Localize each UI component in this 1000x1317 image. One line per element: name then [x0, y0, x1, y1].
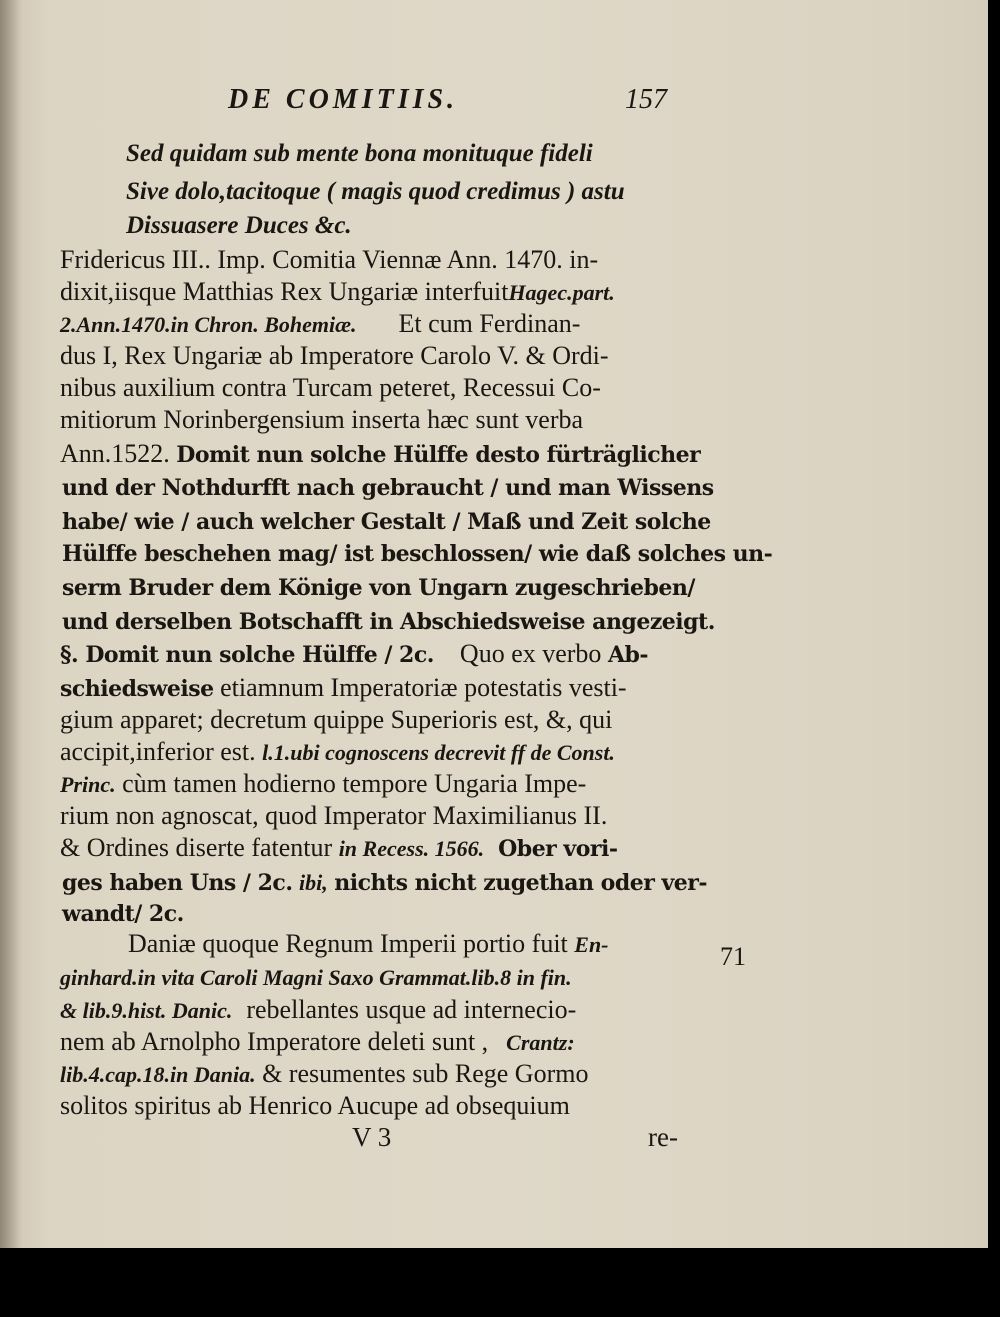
- text-line-14: [60, 672, 627, 705]
- citation: in Recess. 1566.: [338, 836, 485, 861]
- german-quote: Ober vori-: [498, 836, 618, 862]
- text-line-21: wandt/ 2c.: [62, 901, 184, 927]
- text-segment: dixit,iisque Matthias Rex Ungariæ interfuit: [60, 277, 509, 306]
- text-line-13: [60, 638, 648, 671]
- citation: Hagec.part.: [508, 280, 615, 305]
- citation: Princ.: [60, 772, 116, 797]
- text-segment: accipit,inferior est.: [60, 737, 256, 766]
- citation: En-: [574, 932, 609, 957]
- text-line-18: rium non agnoscat, quod Imperator Maximilianus II.: [60, 801, 608, 830]
- text-line-11: serm Bruder dem Könige von Ungarn zugeschrieben/: [62, 575, 695, 601]
- text-segment: rebellantes usque ad internecio-: [246, 995, 577, 1024]
- text-line-7: [60, 438, 700, 471]
- text-line-4: dus I, Rex Ungariæ ab Imperatore Carolo V. & Ordi-: [60, 341, 609, 370]
- margin-note: 71: [720, 942, 746, 971]
- text-line-2: [60, 276, 615, 309]
- signature-mark: V 3: [352, 1122, 392, 1152]
- text-line-24: [60, 994, 576, 1027]
- text-segment: Daniæ quoque Regnum Imperii portio fuit: [128, 929, 568, 958]
- text-line-20: [62, 866, 707, 899]
- german-quote: nichts nicht zugethan oder ver-: [334, 870, 707, 896]
- verse-line-2: Sive dolo,tacitoque ( magis quod credimus ) astu: [126, 178, 625, 205]
- text-line-25: [60, 1026, 575, 1059]
- text-segment: Et cum Ferdinan-: [398, 309, 581, 338]
- text-line-5: nibus auxilium contra Turcam peteret, Recessui Co-: [60, 373, 601, 402]
- text-line-9: habe/ wie / auch welcher Gestalt / Maß und Zeit solche: [62, 509, 711, 535]
- text-segment: cùm tamen hodierno tempore Ungaria Impe-: [122, 769, 587, 798]
- catchword: re-: [648, 1122, 678, 1152]
- citation: lib.4.cap.18.in Dania.: [60, 1062, 256, 1087]
- citation: ibi,: [299, 870, 328, 895]
- german-quote: ges haben Uns / 2c.: [62, 870, 293, 896]
- citation: 2.Ann.1470.in Chron. Bohemiæ.: [60, 312, 357, 337]
- text-line-6: mitiorum Norinbergensium inserta hæc sunt verba: [60, 405, 584, 434]
- text-segment: nem ab Arnolpho Imperatore deleti sunt ,: [60, 1027, 489, 1056]
- text-line-10: Hülffe beschehen mag/ ist beschlossen/ wie daß solches un-: [62, 541, 773, 567]
- running-header: DE COMITIIS.: [228, 84, 459, 115]
- text-line-26: [60, 1058, 588, 1091]
- text-line-1: Fridericus III.. Imp. Comitia Viennæ Ann. 1470. in-: [60, 245, 599, 274]
- verse-line-1: Sed quidam sub mente bona monituque fideli: [126, 140, 593, 167]
- text-segment: Quo ex verbo: [459, 639, 602, 668]
- verse-line-3: Dissuasere Duces &c.: [126, 212, 352, 239]
- german-quote: Domit nun solche Hülffe desto fürträglicher: [176, 442, 701, 468]
- text-segment: Ann.1522.: [60, 439, 170, 468]
- citation: l.1.ubi cognoscens decrevit ff de Const.: [262, 740, 615, 765]
- text-segment: etiamnum Imperatoriæ potestatis vesti-: [220, 673, 627, 702]
- text-line-22: [128, 928, 609, 961]
- text-line-3: [60, 308, 580, 341]
- text-segment: & resumentes sub Rege Gormo: [262, 1059, 589, 1088]
- text-line-16: [60, 736, 615, 769]
- text-line-17: [60, 768, 586, 801]
- text-line-19: [60, 832, 617, 865]
- text-line-12: und derselben Botschafft in Abschiedsweise angezeigt.: [62, 609, 715, 635]
- text-line-23: ginhard.in vita Caroli Magni Saxo Grammat.lib.8 in fin.: [60, 965, 572, 990]
- citation: Crantz:: [506, 1030, 575, 1055]
- text-line-15: gium apparet; decretum quippe Superioris est, &, qui: [60, 705, 613, 734]
- text-line-8: und der Nothdurfft nach gebraucht / und man Wissens: [62, 475, 714, 501]
- german-quote: §. Domit nun solche Hülffe / 2c.: [60, 642, 434, 668]
- german-word: Ab-: [607, 642, 649, 668]
- page-number: 157: [625, 84, 667, 115]
- text-segment: & Ordines diserte fatentur: [60, 833, 333, 862]
- citation: & lib.9.hist. Danic.: [60, 998, 233, 1023]
- german-word: schiedsweise: [60, 676, 214, 702]
- text-line-27: solitos spiritus ab Henrico Aucupe ad obsequium: [60, 1091, 570, 1120]
